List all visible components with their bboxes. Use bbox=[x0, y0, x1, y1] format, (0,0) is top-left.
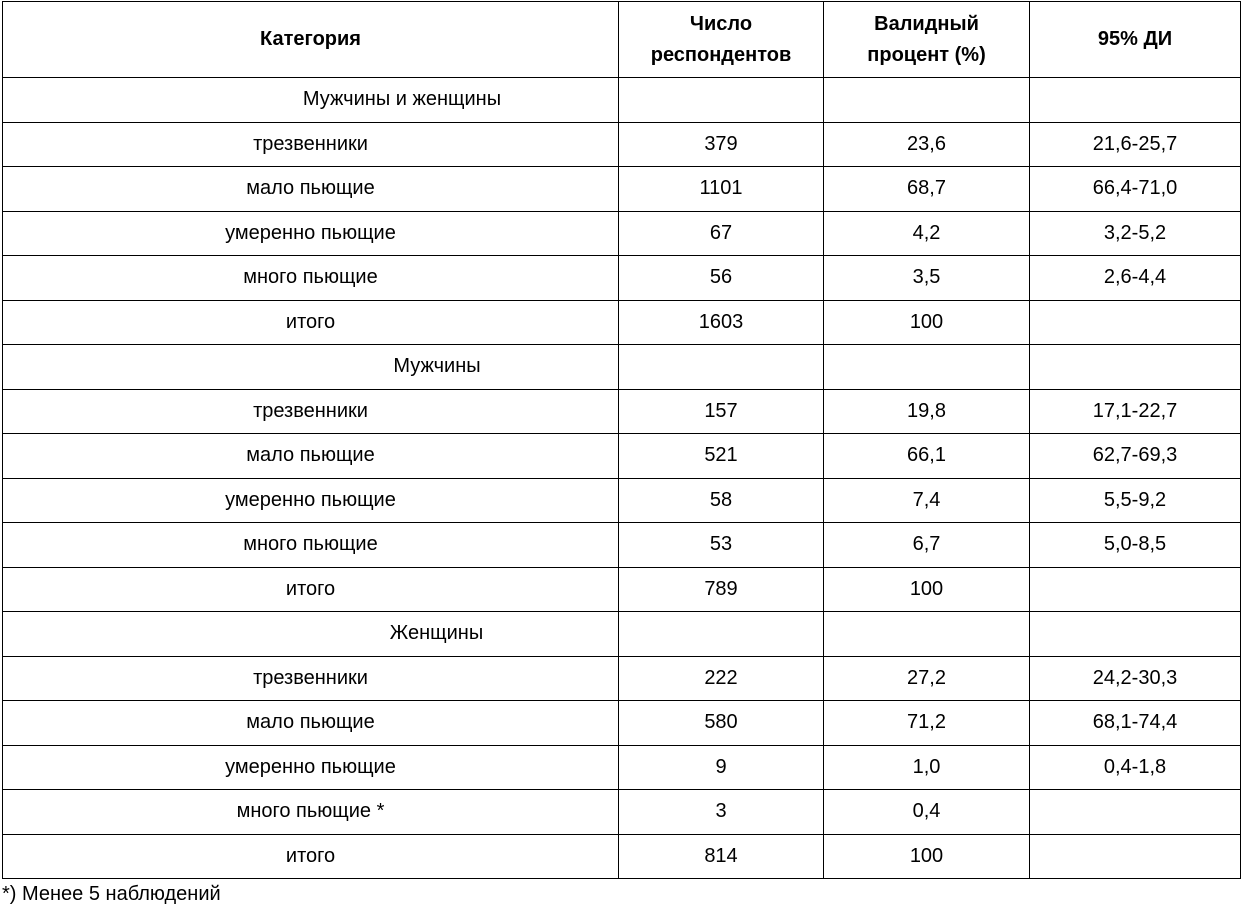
count-cell: 3 bbox=[619, 790, 824, 835]
table-row bbox=[3, 834, 1241, 879]
ci-cell bbox=[1030, 567, 1241, 612]
percent-cell: 7,4 bbox=[824, 478, 1030, 523]
count-cell: 9 bbox=[619, 745, 824, 790]
empty-cell bbox=[1030, 612, 1241, 657]
percent-cell: 68,7 bbox=[824, 167, 1030, 212]
category-cell: итого bbox=[3, 567, 619, 612]
percent-cell: 100 bbox=[824, 567, 1030, 612]
percent-cell: 23,6 bbox=[824, 122, 1030, 167]
group-label-text: Мужчины bbox=[393, 355, 481, 378]
header-row bbox=[3, 2, 1241, 78]
empty-cell bbox=[824, 78, 1030, 123]
ci-cell: 5,0-8,5 bbox=[1030, 523, 1241, 568]
count-cell: 67 bbox=[619, 211, 824, 256]
ci-cell bbox=[1030, 834, 1241, 879]
category-cell: трезвенники bbox=[3, 389, 619, 434]
count-cell: 1603 bbox=[619, 300, 824, 345]
count-cell: 58 bbox=[619, 478, 824, 523]
category-cell: много пьющие bbox=[3, 523, 619, 568]
group-label-text: Женщины bbox=[389, 622, 484, 645]
table-row bbox=[3, 389, 1241, 434]
ci-cell: 21,6-25,7 bbox=[1030, 122, 1241, 167]
category-cell: трезвенники bbox=[3, 122, 619, 167]
results-table bbox=[2, 1, 1241, 879]
count-cell: 379 bbox=[619, 122, 824, 167]
percent-cell: 1,0 bbox=[824, 745, 1030, 790]
percent-cell: 6,7 bbox=[824, 523, 1030, 568]
table-row bbox=[3, 523, 1241, 568]
empty-cell bbox=[619, 78, 824, 123]
empty-cell bbox=[619, 345, 824, 390]
count-cell: 53 bbox=[619, 523, 824, 568]
category-cell: трезвенники bbox=[3, 656, 619, 701]
empty-cell bbox=[1030, 78, 1241, 123]
percent-cell: 19,8 bbox=[824, 389, 1030, 434]
percent-cell: 27,2 bbox=[824, 656, 1030, 701]
table-row bbox=[3, 167, 1241, 212]
percent-cell: 66,1 bbox=[824, 434, 1030, 479]
table-row bbox=[3, 478, 1241, 523]
group-row bbox=[3, 612, 1241, 657]
category-cell: мало пьющие bbox=[3, 701, 619, 746]
table-row bbox=[3, 122, 1241, 167]
percent-cell: 3,5 bbox=[824, 256, 1030, 301]
ci-cell: 2,6-4,4 bbox=[1030, 256, 1241, 301]
ci-cell: 24,2-30,3 bbox=[1030, 656, 1241, 701]
table-body bbox=[3, 78, 1241, 879]
header-count bbox=[619, 2, 824, 78]
table-row bbox=[3, 256, 1241, 301]
category-cell: итого bbox=[3, 834, 619, 879]
category-cell: много пьющие * bbox=[3, 790, 619, 835]
count-cell: 157 bbox=[619, 389, 824, 434]
empty-cell bbox=[1030, 345, 1241, 390]
table-row bbox=[3, 701, 1241, 746]
header-ci: 95% ДИ bbox=[1030, 2, 1241, 78]
ci-cell: 3,2-5,2 bbox=[1030, 211, 1241, 256]
ci-cell: 5,5-9,2 bbox=[1030, 478, 1241, 523]
empty-cell bbox=[824, 345, 1030, 390]
count-cell: 814 bbox=[619, 834, 824, 879]
category-cell: умеренно пьющие bbox=[3, 745, 619, 790]
header-count-text: Число респондентов bbox=[650, 12, 792, 66]
category-cell: итого bbox=[3, 300, 619, 345]
empty-cell bbox=[824, 612, 1030, 657]
percent-cell: 4,2 bbox=[824, 211, 1030, 256]
ci-cell: 62,7-69,3 bbox=[1030, 434, 1241, 479]
header-category: Категория bbox=[3, 2, 619, 78]
table-row bbox=[3, 656, 1241, 701]
ci-cell: 17,1-22,7 bbox=[1030, 389, 1241, 434]
group-label bbox=[3, 78, 619, 123]
category-cell: мало пьющие bbox=[3, 167, 619, 212]
header-percent bbox=[824, 2, 1030, 78]
count-cell: 580 bbox=[619, 701, 824, 746]
table-row bbox=[3, 300, 1241, 345]
percent-cell: 100 bbox=[824, 834, 1030, 879]
group-label-text: Мужчины и женщины bbox=[302, 88, 502, 111]
ci-cell: 0,4-1,8 bbox=[1030, 745, 1241, 790]
table-row bbox=[3, 790, 1241, 835]
ci-cell: 68,1-74,4 bbox=[1030, 701, 1241, 746]
count-cell: 222 bbox=[619, 656, 824, 701]
group-row bbox=[3, 345, 1241, 390]
table-row bbox=[3, 434, 1241, 479]
count-cell: 56 bbox=[619, 256, 824, 301]
table-row bbox=[3, 745, 1241, 790]
category-cell: мало пьющие bbox=[3, 434, 619, 479]
percent-cell: 0,4 bbox=[824, 790, 1030, 835]
group-label bbox=[3, 345, 619, 390]
group-row bbox=[3, 78, 1241, 123]
header-percent-text: Валидный процент (%) bbox=[867, 12, 986, 66]
percent-cell: 71,2 bbox=[824, 701, 1030, 746]
empty-cell bbox=[619, 612, 824, 657]
count-cell: 1101 bbox=[619, 167, 824, 212]
category-cell: умеренно пьющие bbox=[3, 478, 619, 523]
footnote: *) Менее 5 наблюдений bbox=[2, 883, 221, 905]
percent-cell: 100 bbox=[824, 300, 1030, 345]
table-row bbox=[3, 567, 1241, 612]
ci-cell bbox=[1030, 790, 1241, 835]
count-cell: 789 bbox=[619, 567, 824, 612]
category-cell: много пьющие bbox=[3, 256, 619, 301]
ci-cell: 66,4-71,0 bbox=[1030, 167, 1241, 212]
table-row bbox=[3, 211, 1241, 256]
group-label bbox=[3, 612, 619, 657]
category-cell: умеренно пьющие bbox=[3, 211, 619, 256]
count-cell: 521 bbox=[619, 434, 824, 479]
ci-cell bbox=[1030, 300, 1241, 345]
